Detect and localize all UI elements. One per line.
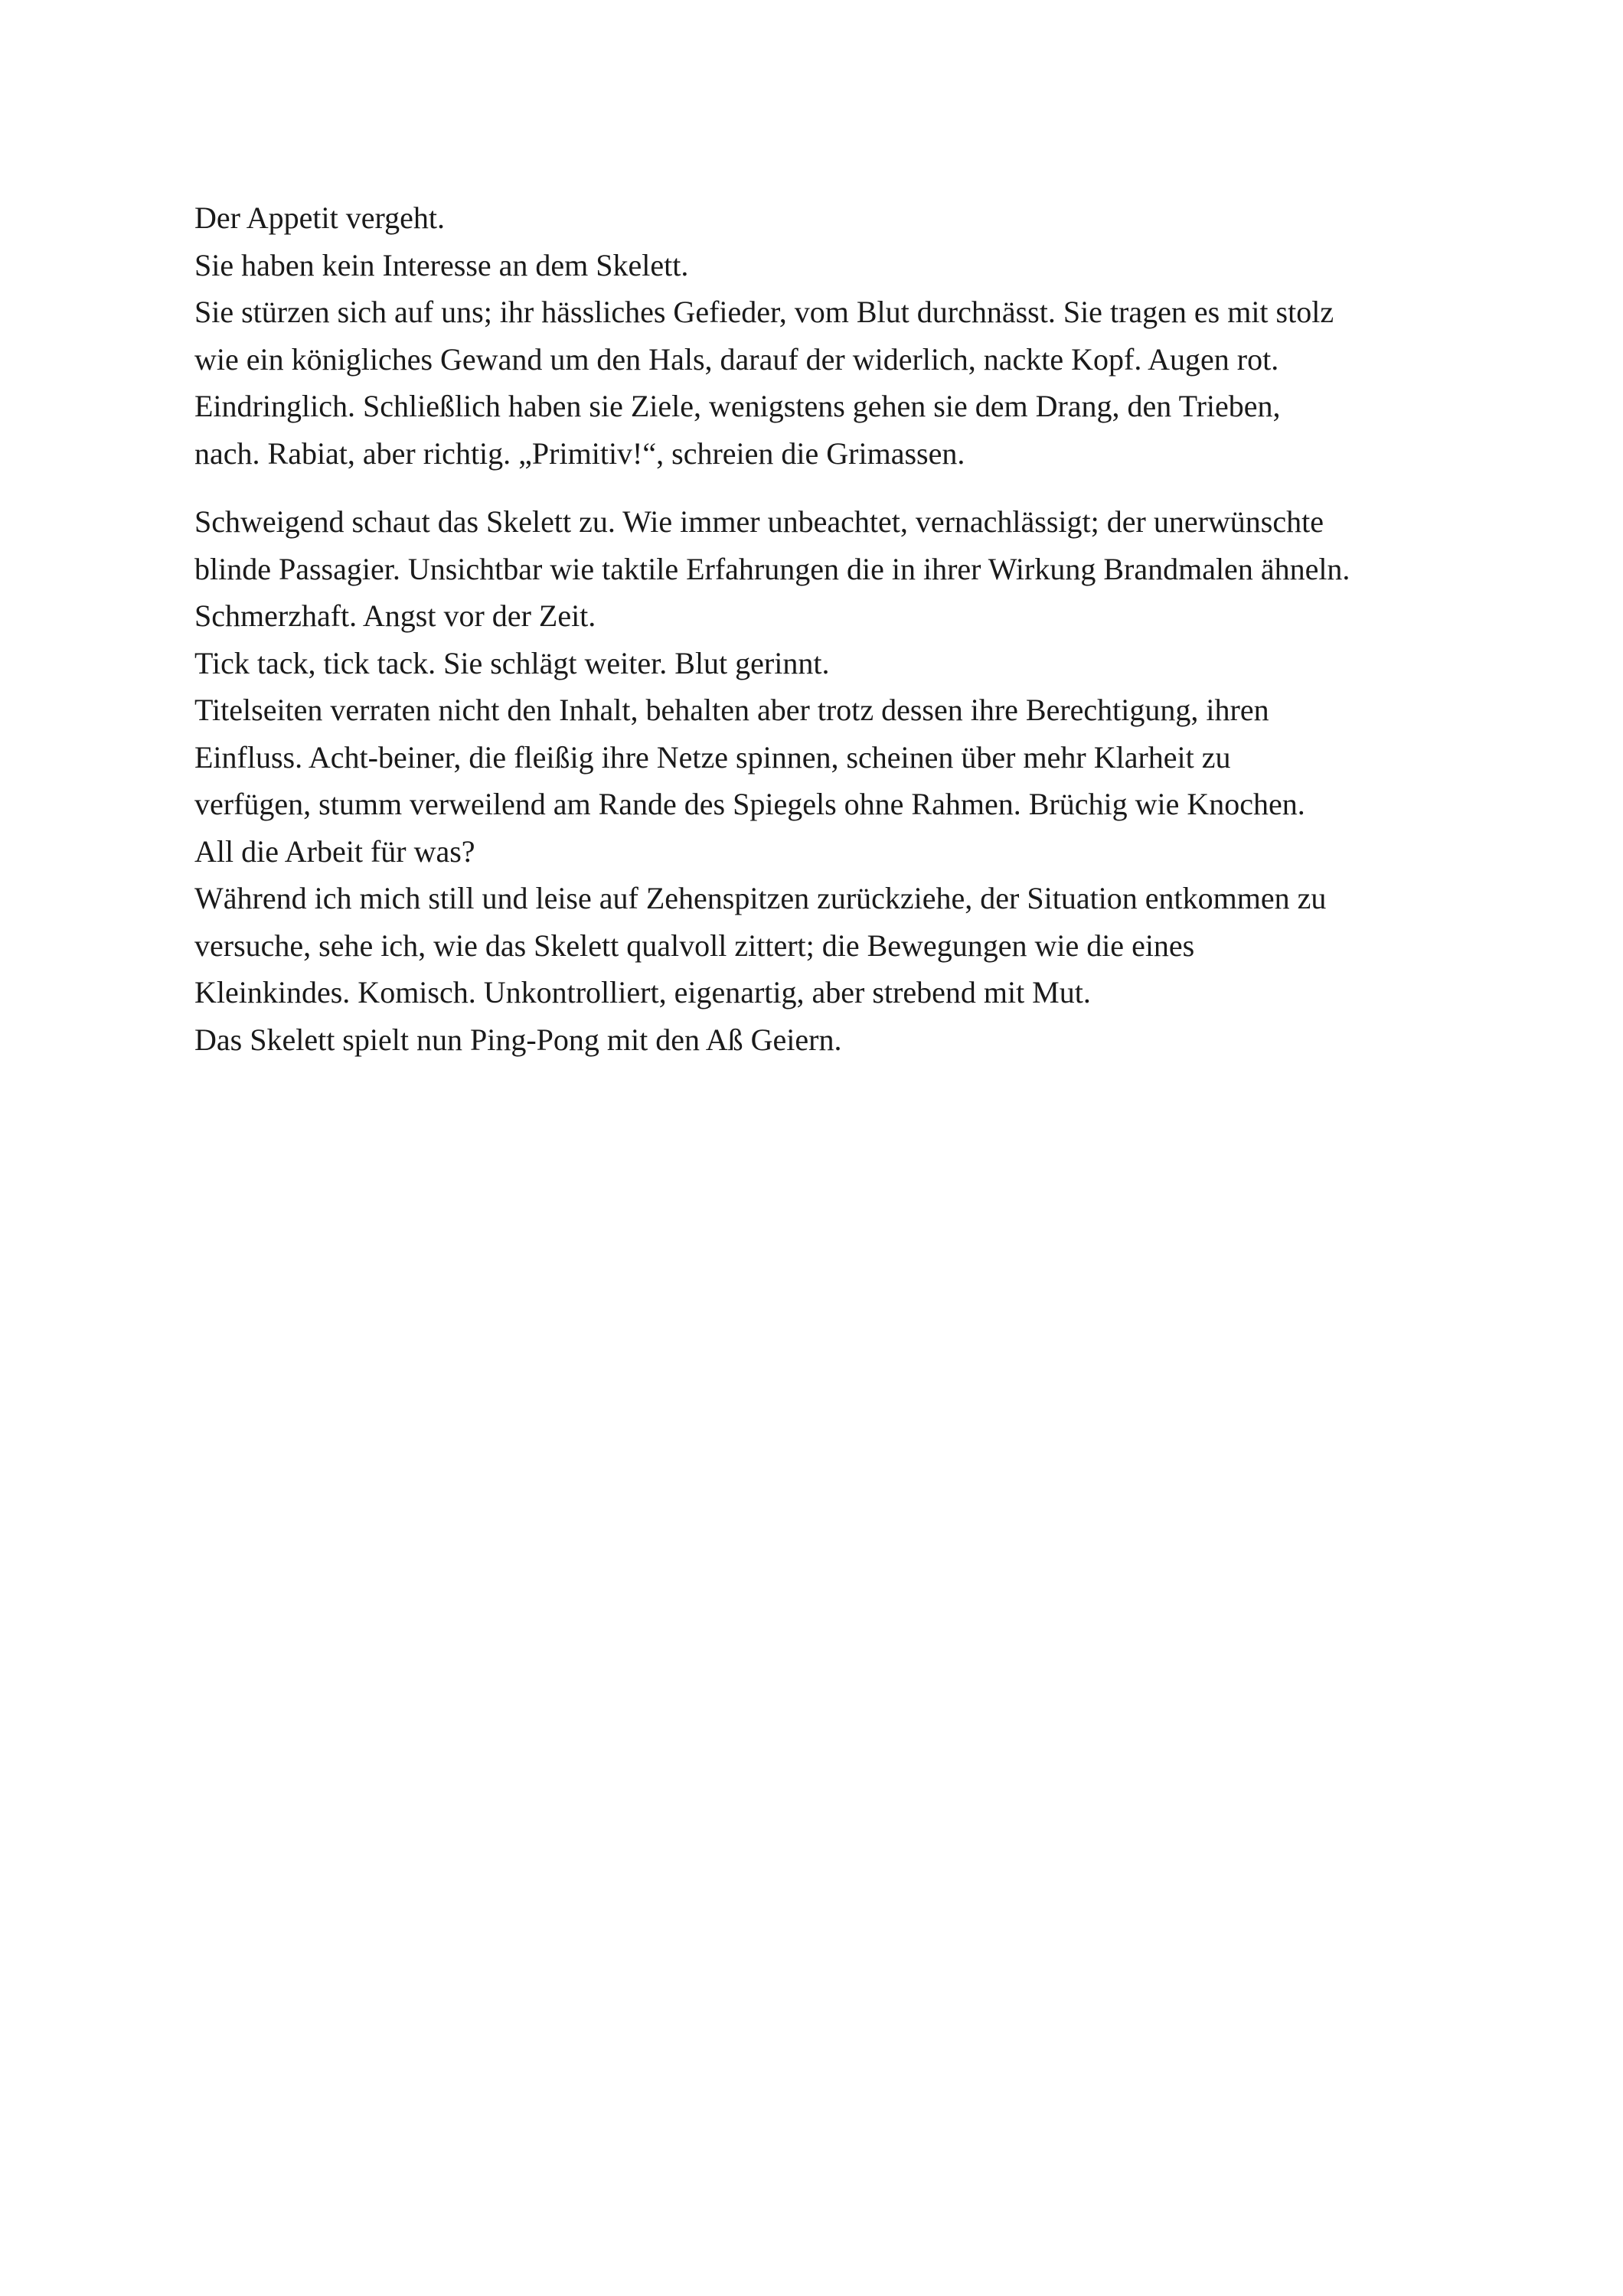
text-line: Tick tack, tick tack. Sie schlägt weiter. Blut gerinnt. xyxy=(194,645,830,680)
text-line: Einfluss. Acht-beiner, die fleißig ihre Netze spinnen, scheinen über mehr Klarheit zu xyxy=(194,739,1231,775)
text-line: Während ich mich still und leise auf Zehenspitzen zurückziehe, der Situation entkommen zu xyxy=(194,881,1327,915)
text-line: Schweigend schaut das Skelett zu. Wie immer unbeachtet, vernachlässigt; der unerwünschte xyxy=(194,504,1324,539)
paragraph-spacer xyxy=(194,477,1450,498)
text-line: Das Skelett spielt nun Ping-Pong mit den Aß Geiern. xyxy=(194,1022,842,1057)
text-line: Kleinkindes. Komisch. Unkontrolliert, eigenartig, aber strebend mit Mut. xyxy=(194,975,1091,1009)
text-line: Schmerzhaft. Angst vor der Zeit. xyxy=(194,598,596,633)
text-line: Titelseiten verraten nicht den Inhalt, behalten aber trotz dessen ihre Berechtigung, ihren xyxy=(194,693,1269,727)
text-line: blinde Passagier. Unsichtbar wie taktile Erfahrungen die in ihrer Wirkung Brandmalen ähneln. xyxy=(194,551,1350,586)
text-line: All die Arbeit für was? xyxy=(194,833,475,869)
text-line: Sie haben kein Interesse an dem Skelett. xyxy=(194,247,689,282)
text-line: nach. Rabiat, aber richtig. „Primitiv!“, schreien die Grimassen. xyxy=(194,435,965,471)
paragraph-2 xyxy=(194,498,1450,1063)
text-line: Sie stürzen sich auf uns; ihr hässliches Gefieder, vom Blut durchnässt. Sie tragen es mit stolz xyxy=(194,295,1334,329)
text-line: verfügen, stumm verweilend am Rande des Spiegels ohne Rahmen. Brüchig wie Knochen. xyxy=(194,787,1305,821)
text-line: wie ein königliches Gewand um den Hals, darauf der widerlich, nackte Kopf. Augen rot. xyxy=(194,341,1279,377)
paragraph-1 xyxy=(194,194,1450,477)
document-body xyxy=(194,194,1450,1063)
text-line: Der Appetit vergeht. xyxy=(194,201,445,235)
text-line: Eindringlich. Schließlich haben sie Ziele, wenigstens gehen sie dem Drang, den Trieben, xyxy=(194,389,1281,423)
text-line: versuche, sehe ich, wie das Skelett qualvoll zittert; die Bewegungen wie die eines xyxy=(194,928,1195,963)
